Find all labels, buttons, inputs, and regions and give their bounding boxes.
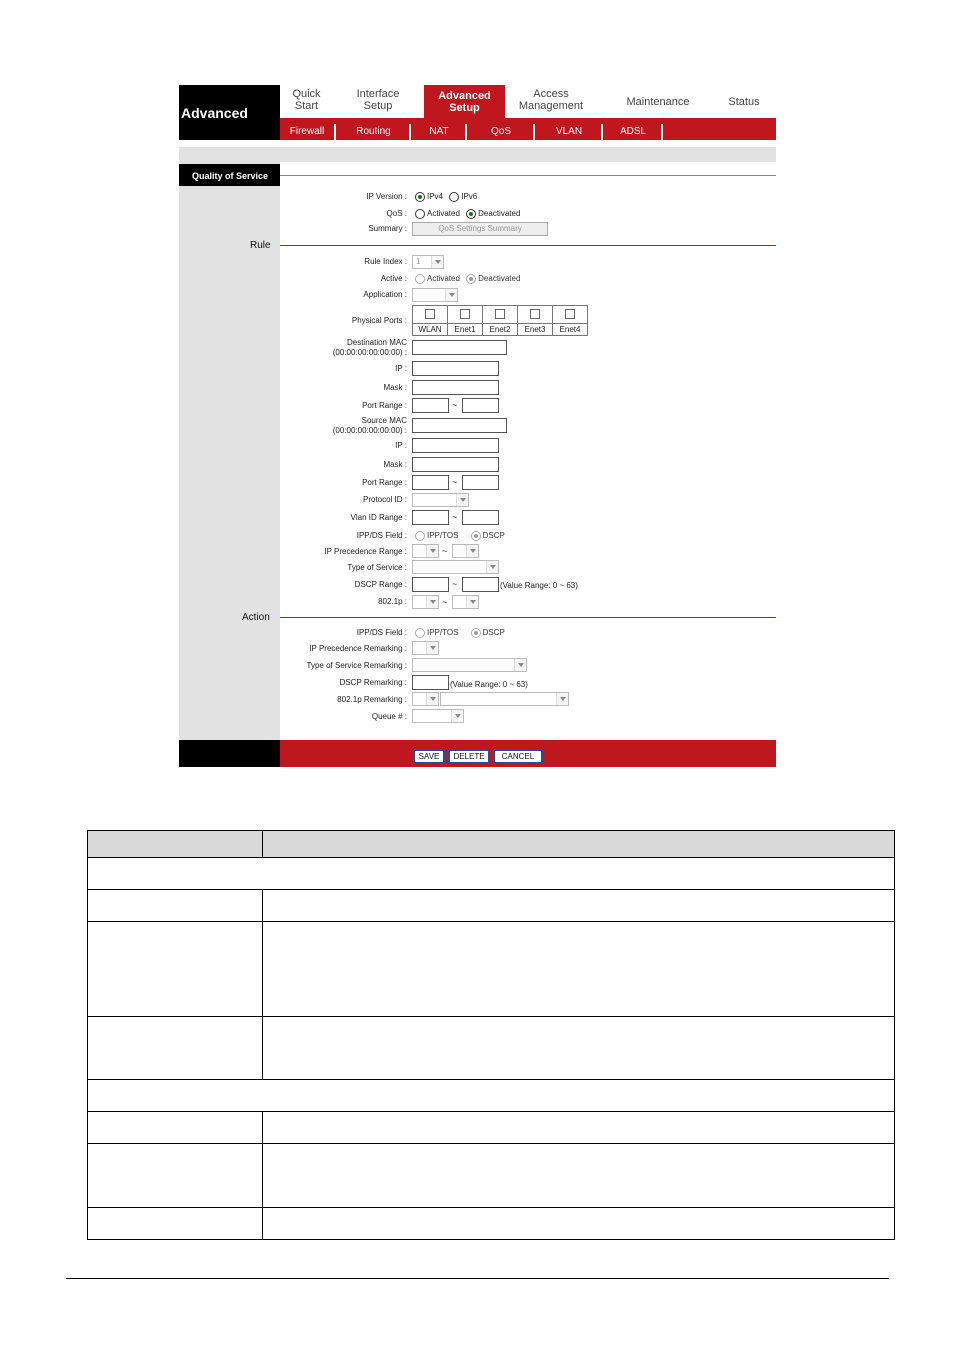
src-ip-label: IP : — [395, 441, 407, 450]
enet2-checkbox[interactable] — [495, 309, 505, 319]
src-ip-input[interactable] — [412, 438, 499, 453]
chevron-down-icon — [426, 545, 438, 557]
table-cell — [263, 1144, 895, 1208]
nav-quick-start[interactable] — [280, 88, 333, 118]
queue-select[interactable] — [412, 709, 464, 723]
table-cell — [263, 890, 895, 922]
chevron-down-icon — [431, 256, 443, 268]
chevron-down-icon — [466, 545, 478, 557]
port-label: Enet4 — [553, 323, 587, 335]
table-cell — [263, 1112, 895, 1144]
description-table — [87, 830, 895, 1240]
qos-deactivated-label: Deactivated — [478, 209, 521, 219]
qos-radios — [415, 209, 520, 219]
rule-index-value: 1 — [416, 257, 421, 266]
table-row — [88, 922, 895, 1017]
chevron-down-icon — [451, 710, 463, 722]
table-cell — [88, 1017, 263, 1080]
ip-precedence-remarking-label: IP Precedence Remarking : — [309, 644, 407, 653]
dscp-remarking-hint: (Value Range: 0 ~ 63) — [450, 680, 528, 689]
nav-advanced-setup[interactable] — [424, 85, 505, 118]
chevron-down-icon — [426, 596, 438, 608]
active-activated-radio[interactable] — [415, 274, 425, 284]
ip-precedence-start-select[interactable] — [412, 544, 439, 558]
nav-label: Access — [533, 88, 569, 100]
qos-label: QoS : — [386, 209, 407, 218]
table-row — [88, 858, 895, 890]
chevron-down-icon — [466, 596, 478, 608]
range-separator: ~ — [452, 579, 458, 589]
subnav-qos[interactable]: QoS — [469, 124, 535, 140]
dest-ip-input[interactable] — [412, 361, 499, 376]
nav-interface-setup[interactable] — [342, 88, 414, 118]
delete-button[interactable]: DELETE — [448, 749, 490, 764]
p8021-start-select[interactable] — [412, 595, 439, 609]
table-cell — [88, 1112, 263, 1144]
chevron-down-icon — [514, 659, 526, 671]
active-deactivated-radio[interactable] — [466, 274, 476, 284]
action-ipp-ds-field-radios — [415, 628, 505, 638]
range-separator: ~ — [452, 400, 458, 410]
port-cell — [483, 306, 518, 335]
table-cell — [88, 1144, 263, 1208]
save-button[interactable]: SAVE — [413, 749, 445, 764]
ipp-ds-field-label: IPP/DS Field : — [356, 531, 407, 540]
port-cell — [448, 306, 483, 335]
ipp-ds-field-radios — [415, 531, 505, 541]
action-divider — [280, 617, 776, 618]
type-of-service-select[interactable] — [412, 560, 499, 574]
router-screenshot — [179, 83, 776, 767]
application-label: Application : — [363, 290, 407, 299]
physical-ports-label: Physical Ports : — [351, 316, 407, 325]
dest-mac-input[interactable] — [412, 340, 507, 355]
dest-ip-label: IP : — [395, 364, 407, 373]
page-title: Quality of Service — [179, 164, 280, 186]
vlan-id-range-label: Vlan ID Range : — [350, 513, 407, 522]
action-dscp-label: DSCP — [482, 628, 505, 638]
table-cell — [88, 858, 895, 890]
src-port-range-label: Port Range : — [362, 478, 407, 487]
dscp-range-hint: (Value Range: 0 ~ 63) — [500, 581, 578, 590]
p8021-remarking-select[interactable] — [412, 692, 439, 706]
table-row — [88, 1112, 895, 1144]
chevron-down-icon — [426, 642, 438, 654]
src-mac-label — [179, 416, 407, 436]
application-select[interactable] — [412, 288, 458, 302]
nav-label: Setup — [363, 100, 393, 112]
vlan-id-end-input[interactable] — [462, 510, 499, 525]
p8021-remarking-detail-select[interactable] — [440, 692, 569, 706]
tos-remarking-label: Type of Service Remarking : — [306, 661, 407, 670]
qos-activated-radio[interactable] — [415, 209, 425, 219]
table-cell — [263, 922, 895, 1017]
ip-version-label: IP Version : — [366, 192, 407, 201]
tos-remarking-select[interactable] — [412, 658, 527, 672]
section-logo: Advanced — [179, 85, 280, 140]
src-mask-input[interactable] — [412, 457, 499, 472]
table-cell — [88, 831, 263, 858]
range-separator: ~ — [442, 546, 448, 556]
dest-port-end-input[interactable] — [462, 398, 499, 413]
chevron-down-icon — [486, 561, 498, 573]
active-deactivated-label: Deactivated — [478, 274, 521, 284]
vlan-id-start-input[interactable] — [412, 510, 449, 525]
chevron-down-icon — [556, 693, 568, 705]
dscp-end-input[interactable] — [462, 577, 499, 592]
cancel-button[interactable]: CANCEL — [493, 749, 543, 764]
table-row — [88, 1208, 895, 1240]
port-label: WLAN — [413, 323, 447, 335]
p8021-label: 802.1p : — [378, 597, 407, 606]
protocol-id-label: Protocol ID : — [362, 495, 407, 504]
page-footer-rule — [66, 1278, 889, 1279]
chevron-down-icon — [456, 494, 468, 506]
port-cell — [553, 306, 587, 335]
ipv6-radio[interactable] — [449, 192, 459, 202]
p8021-remarking-label: 802.1p Remarking : — [337, 695, 407, 704]
dscp-radio[interactable] — [471, 531, 481, 541]
qos-activated-label: Activated — [427, 209, 460, 219]
nav-label: Setup — [449, 102, 480, 114]
nav-label: Management — [518, 100, 584, 112]
table-cell — [88, 1208, 263, 1240]
wlan-checkbox[interactable] — [425, 309, 435, 319]
range-separator: ~ — [442, 597, 448, 607]
dest-port-start-input[interactable] — [412, 398, 449, 413]
ipv4-radio[interactable] — [415, 192, 425, 202]
chevron-down-icon — [426, 693, 438, 705]
table-row — [88, 1144, 895, 1208]
ipv6-label: IPv6 — [461, 192, 478, 202]
action-ipp-tos-label: IPP/TOS — [427, 628, 459, 638]
enet3-checkbox[interactable] — [530, 309, 540, 319]
nav-access-management[interactable] — [511, 88, 591, 118]
divider — [280, 175, 776, 176]
nav-status[interactable] — [719, 88, 769, 118]
table-cell — [263, 1017, 895, 1080]
range-separator: ~ — [452, 477, 458, 487]
queue-label: Queue # : — [371, 712, 407, 721]
active-activated-label: Activated — [427, 274, 460, 284]
protocol-id-select[interactable] — [412, 493, 469, 507]
grey-strip — [179, 147, 776, 162]
subnav-vlan[interactable]: VLAN — [537, 124, 603, 140]
subnav-nat[interactable]: NAT — [413, 124, 467, 140]
port-label: Enet2 — [483, 323, 517, 335]
table-cell — [88, 1080, 895, 1112]
port-label: Enet1 — [448, 323, 482, 335]
enet4-checkbox[interactable] — [565, 309, 575, 319]
action-dscp-radio[interactable] — [471, 628, 481, 638]
subnav-adsl[interactable]: ADSL — [605, 124, 663, 140]
action-section-label: Action — [242, 612, 270, 623]
dscp-start-input[interactable] — [412, 577, 449, 592]
dest-port-range-label: Port Range : — [362, 401, 407, 410]
table-cell — [263, 831, 895, 858]
action-ipp-ds-field-label: IPP/DS Field : — [356, 628, 407, 637]
ipp-tos-radio[interactable] — [415, 531, 425, 541]
table-cell — [88, 922, 263, 1017]
sub-navigation — [280, 118, 776, 140]
port-cell — [413, 306, 448, 335]
table-row — [88, 1080, 895, 1112]
dscp-range-label: DSCP Range : — [354, 580, 407, 589]
src-port-start-input[interactable] — [412, 475, 449, 490]
dest-mask-label: Mask : — [383, 383, 407, 392]
active-label: Active : — [380, 274, 407, 283]
dscp-remarking-label: DSCP Remarking : — [339, 678, 407, 687]
port-cell — [518, 306, 553, 335]
src-mac-label-line2: (00:00:00:00:00:00) : — [332, 426, 407, 435]
nav-label: Quick — [292, 88, 321, 100]
active-radios — [415, 274, 520, 284]
ip-precedence-end-select[interactable] — [452, 544, 479, 558]
src-port-end-input[interactable] — [462, 475, 499, 490]
range-separator: ~ — [452, 512, 458, 522]
rule-index-label: Rule Index : — [364, 257, 407, 266]
table-cell — [88, 890, 263, 922]
ip-version-radios — [415, 192, 477, 202]
port-label: Enet3 — [518, 323, 552, 335]
dest-mac-label-line2: (00:00:00:00:00:00) : — [332, 348, 407, 357]
qos-settings-summary-button[interactable]: QoS Settings Summary — [412, 222, 548, 236]
nav-label: Interface — [356, 88, 400, 100]
table-header-row — [88, 831, 895, 858]
type-of-service-label: Type of Service : — [347, 563, 407, 572]
summary-label: Summary : — [368, 224, 407, 233]
dest-mac-label — [179, 338, 407, 358]
rule-section-label: Rule — [250, 240, 271, 251]
src-mac-label-line1: Source MAC — [361, 416, 407, 425]
top-navigation — [179, 83, 776, 140]
nav-label: Status — [728, 96, 760, 108]
ip-precedence-range-label: IP Precedence Range : — [324, 547, 407, 556]
src-mask-label: Mask : — [383, 460, 407, 469]
physical-ports-table — [412, 305, 588, 336]
qos-deactivated-radio[interactable] — [466, 209, 476, 219]
dest-mask-input[interactable] — [412, 380, 499, 395]
ipp-tos-label: IPP/TOS — [427, 531, 459, 541]
table-row — [88, 1017, 895, 1080]
nav-label: Maintenance — [626, 96, 690, 108]
rule-index-select[interactable] — [412, 255, 444, 269]
subnav-routing[interactable]: Routing — [338, 124, 411, 140]
dscp-label: DSCP — [482, 531, 505, 541]
table-cell — [263, 1208, 895, 1240]
dest-mac-label-line1: Destination MAC — [346, 338, 407, 347]
subnav-firewall[interactable]: Firewall — [280, 124, 336, 140]
action-ipp-tos-radio[interactable] — [415, 628, 425, 638]
dscp-remarking-input[interactable] — [412, 675, 449, 690]
enet1-checkbox[interactable] — [460, 309, 470, 319]
src-mac-input[interactable] — [412, 418, 507, 433]
footer-left — [179, 740, 280, 767]
nav-maintenance[interactable] — [614, 88, 702, 118]
p8021-end-select[interactable] — [452, 595, 479, 609]
table-row — [88, 890, 895, 922]
nav-label: Start — [294, 100, 319, 112]
ip-precedence-remarking-select[interactable] — [412, 641, 439, 655]
chevron-down-icon — [445, 289, 457, 301]
ipv4-label: IPv4 — [427, 192, 444, 202]
nav-label: Advanced — [438, 90, 491, 102]
rule-divider — [280, 245, 776, 246]
